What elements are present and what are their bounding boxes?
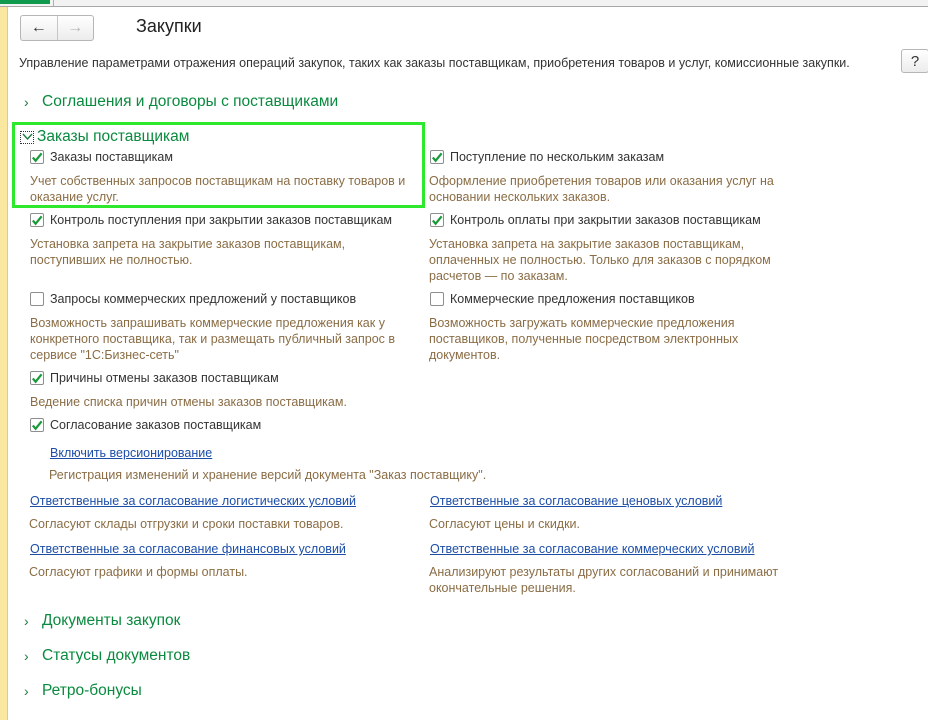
desc-line: конкретного поставщика, так и размещать публичный запрос в — [30, 332, 396, 346]
desc-line: документов. — [429, 348, 501, 362]
option-order-approval[interactable] — [30, 418, 261, 432]
desc-line: сервисе "1С:Бизнес-сеть" — [30, 348, 179, 362]
page-description: Управление параметрами отражения операций закупок, таких как заказы поставщикам, приобретения товаров и услуг, комиссионные закупки. — [19, 56, 850, 70]
arrow-left-icon: ← — [30, 19, 47, 36]
desc-line: Анализируют результаты других согласований и принимают — [429, 565, 779, 579]
chevron-right-icon: › — [24, 94, 29, 110]
option-supplier-quotes[interactable] — [430, 292, 695, 306]
checkbox-checked[interactable] — [30, 213, 44, 227]
responsible-commercial-link[interactable]: Ответственные за согласование коммерческих условий — [430, 542, 755, 556]
forward-button[interactable] — [58, 16, 94, 40]
checkbox-checked[interactable] — [430, 150, 444, 164]
group-label: Соглашения и договоры с поставщиками — [42, 93, 339, 110]
checkbox-unchecked[interactable] — [430, 292, 444, 306]
desc-line: Оформление приобретения товаров или оказания услуг на — [429, 174, 774, 188]
option-label: Поступление по нескольким заказам — [450, 150, 665, 164]
checkmark-icon — [431, 214, 443, 227]
option-description — [30, 236, 345, 268]
chevron-right-icon: › — [24, 648, 29, 664]
responsible-description — [29, 564, 248, 580]
desc-line: Согласуют графики и формы оплаты. — [29, 565, 248, 579]
desc-line: расчетов — по заказам. — [429, 269, 568, 283]
option-multiple-orders-receipt[interactable] — [430, 150, 664, 164]
checkbox-checked[interactable] — [30, 371, 44, 385]
option-cancel-reasons[interactable] — [30, 371, 279, 385]
desc-line: основании нескольких заказов. — [429, 190, 611, 204]
option-description — [429, 236, 771, 284]
group-documents[interactable] — [24, 612, 180, 630]
option-label: Причины отмены заказов поставщикам — [50, 371, 279, 385]
group-agreements[interactable] — [24, 93, 338, 111]
help-button[interactable]: ? — [901, 49, 928, 73]
desc-line: Возможность запрашивать коммерческие предложения как у — [30, 316, 385, 330]
chevron-right-icon: › — [24, 683, 29, 699]
responsible-description — [429, 516, 580, 532]
desc-line: поступивших не полностью. — [30, 253, 193, 267]
group-statuses[interactable] — [24, 647, 190, 665]
desc-line: Согласуют склады отгрузки и сроки поставки товаров. — [29, 517, 344, 531]
chevron-down-icon — [20, 131, 34, 144]
option-description — [30, 315, 395, 363]
checkbox-checked[interactable] — [30, 418, 44, 432]
left-panel-edge — [0, 7, 8, 720]
responsible-finance-link[interactable]: Ответственные за согласование финансовых условий — [30, 542, 346, 556]
option-quote-requests[interactable] — [30, 292, 356, 306]
checkmark-icon — [31, 151, 43, 164]
option-description — [30, 394, 347, 410]
desc-line: Установка запрета на закрытие заказов поставщикам, — [30, 237, 346, 251]
option-label: Коммерческие предложения поставщиков — [450, 292, 695, 306]
tab-separator — [53, 0, 54, 6]
group-label: Документы закупок — [42, 612, 181, 629]
desc-line: оказание услуг. — [30, 190, 119, 204]
option-description — [429, 315, 738, 363]
responsible-description — [429, 564, 778, 596]
option-label: Контроль поступления при закрытии заказов поставщикам — [50, 213, 393, 227]
desc-line: Ведение списка причин отмены заказов поставщикам. — [30, 395, 347, 409]
option-description — [30, 173, 405, 205]
chevron-right-icon: › — [24, 613, 29, 629]
option-label: Заказы поставщикам — [50, 150, 173, 164]
desc-line: оплаченных не полностью. Только для заказов с порядком — [429, 253, 771, 267]
group-label: Заказы поставщикам — [37, 128, 190, 145]
active-tab-indicator — [0, 0, 50, 4]
option-supplier-orders[interactable] — [30, 150, 173, 164]
navigation-buttons — [20, 15, 94, 41]
checkmark-icon — [31, 419, 43, 432]
group-retro-bonuses[interactable] — [24, 682, 142, 700]
option-payment-control[interactable] — [430, 213, 761, 227]
checkmark-icon — [431, 151, 443, 164]
responsible-prices-link[interactable]: Ответственные за согласование ценовых условий — [430, 494, 723, 508]
arrow-right-icon: → — [67, 19, 84, 36]
page-title: Закупки — [136, 16, 202, 36]
versioning-description: Регистрация изменений и хранение версий документа "Заказ поставщику". — [49, 468, 487, 482]
option-description — [429, 173, 774, 205]
back-button[interactable] — [21, 16, 58, 40]
desc-line: Установка запрета на закрытие заказов поставщикам, — [429, 237, 745, 251]
option-label: Запросы коммерческих предложений у поставщиков — [50, 292, 357, 306]
checkbox-checked[interactable] — [430, 213, 444, 227]
checkbox-unchecked[interactable] — [30, 292, 44, 306]
option-label: Контроль оплаты при закрытии заказов поставщикам — [450, 213, 761, 227]
tab-strip — [0, 0, 928, 7]
group-orders[interactable] — [20, 128, 189, 146]
desc-line: Возможность загружать коммерческие предложения — [429, 316, 735, 330]
checkmark-icon — [31, 372, 43, 385]
desc-line: поставщиков, полученные посредством электронных — [429, 332, 739, 346]
desc-line: Согласуют цены и скидки. — [429, 517, 581, 531]
group-label: Ретро-бонусы — [42, 682, 142, 699]
checkbox-checked[interactable] — [30, 150, 44, 164]
option-receipt-control[interactable] — [30, 213, 392, 227]
desc-line: окончательные решения. — [429, 581, 576, 595]
group-label: Статусы документов — [42, 647, 191, 664]
option-label: Согласование заказов поставщикам — [50, 418, 262, 432]
checkmark-icon — [31, 214, 43, 227]
responsible-description — [29, 516, 343, 532]
responsible-logistics-link[interactable]: Ответственные за согласование логистических условий — [30, 494, 356, 508]
enable-versioning-link[interactable]: Включить версионирование — [50, 446, 213, 460]
desc-line: Учет собственных запросов поставщикам на поставку товаров и — [30, 174, 406, 188]
